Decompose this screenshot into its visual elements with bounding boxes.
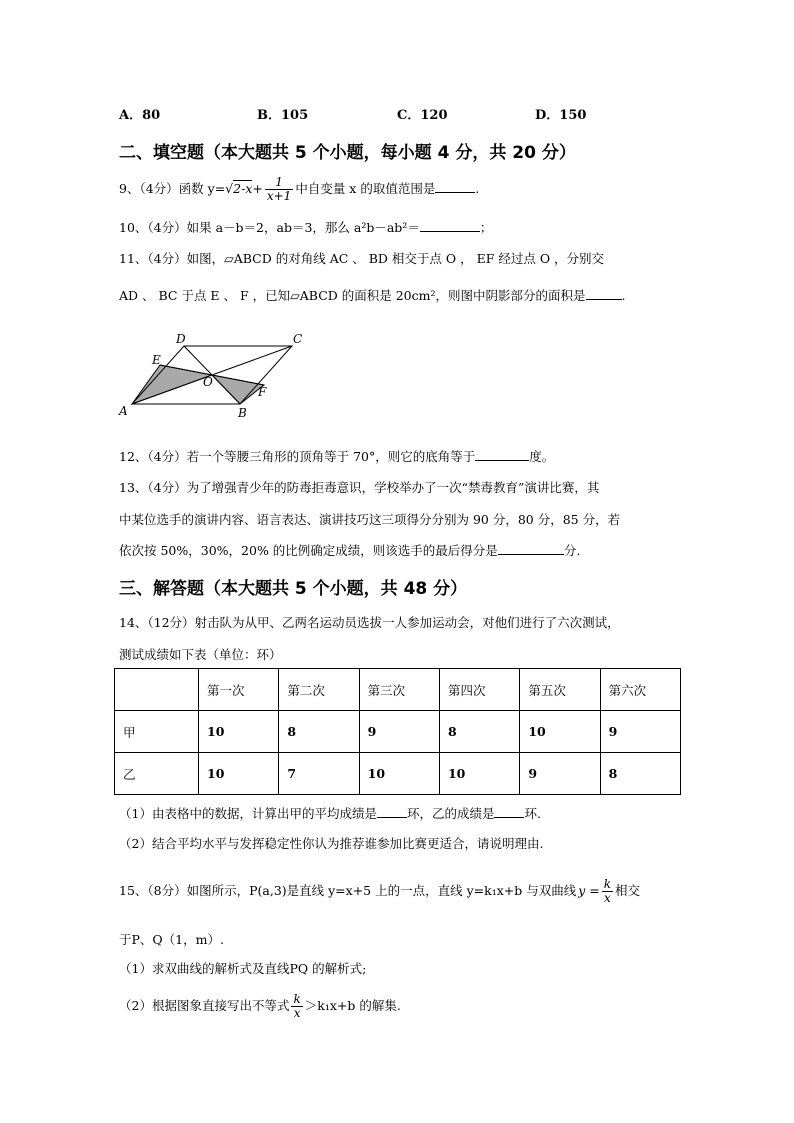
q15-line-1: 15、（8分）如图所示，P(a,3)是直线 y=x+5 上的一点，直线 y=k₁x+b 与双曲线 — [119, 883, 577, 898]
q15-fraction — [602, 878, 613, 905]
question-10 — [119, 218, 492, 236]
table-header-row — [115, 669, 681, 711]
choice-c: C．120 — [397, 108, 448, 123]
table-cell: 10 — [359, 753, 439, 795]
q15-frac-den: x — [603, 891, 611, 905]
section-heading-solutions: 三、解答题（本大题共 5 个小题，共 48 分） — [119, 579, 468, 599]
q15-line1-end: 相交 — [615, 883, 641, 898]
q13-answer-blank[interactable] — [498, 542, 564, 555]
q15-sub2-b: ＞k₁x+b 的解集. — [304, 998, 401, 1013]
table-cell: 10 — [199, 753, 279, 795]
table-cell: 10 — [520, 711, 600, 753]
q12-text: 12、（4分）若一个等腰三角形的顶角等于 70°，则它的底角等于 — [119, 449, 476, 464]
choice-a: A．80 — [119, 108, 161, 123]
label-f: F — [258, 385, 267, 399]
q11-end: . — [621, 288, 626, 303]
q13-line-2: 中某位选手的演讲内容、语言表达、演讲技巧这三项得分分别为 90 分，80 分，85 分，若 — [119, 512, 621, 527]
q15-sub2-frac-num: k — [293, 992, 301, 1006]
q15-sub2-a: （2）根据图象直接写出不等式 — [119, 998, 290, 1013]
q11-line-1: 11、（4分）如图，▱ABCD 的对角线 AC 、 BD 相交于点 O ， EF 经过点 O ，分别交 — [119, 251, 605, 266]
table-header-cell — [115, 669, 199, 711]
table-cell: 10 — [439, 753, 519, 795]
sqrt-sign: √ — [225, 181, 234, 196]
shaded-triangle-bof — [212, 375, 264, 404]
q14-avg-yi-blank[interactable] — [494, 805, 524, 818]
question-15-sub-2 — [119, 993, 401, 1020]
table-header-cell: 第四次 — [439, 669, 519, 711]
q10-answer-blank[interactable] — [420, 219, 480, 232]
q9-sqrt-inner: 2-x — [233, 181, 253, 196]
table-cell: 8 — [439, 711, 519, 753]
table-header-cell: 第一次 — [199, 669, 279, 711]
table-cell: 9 — [520, 753, 600, 795]
q13-line-1: 13、（4分）为了增强青少年的防毒拒毒意识，学校举办了一次“禁毒教育”演讲比赛，其 — [119, 480, 600, 495]
row-label-jia: 甲 — [115, 711, 199, 753]
question-13-line-3 — [119, 541, 580, 559]
shaded-triangle-aoe — [132, 365, 212, 404]
table-header-cell: 第六次 — [600, 669, 680, 711]
q14-sub-2: （2）结合平均水平与发挥稳定性你认为推荐谁参加比赛更适合，请说明理由. — [119, 836, 544, 851]
table-cell: 10 — [199, 711, 279, 753]
question-12 — [119, 447, 554, 465]
q9-frac-den: x+1 — [266, 189, 292, 203]
row-label-yi: 乙 — [115, 753, 199, 795]
label-b: B — [238, 406, 247, 420]
q11-line-2: AD 、 BC 于点 E 、 F ，已知▱ABCD 的面积是 20cm²，则图中阴影部分的面积是 — [119, 288, 586, 303]
section-heading-fill-in: 二、填空题（本大题共 5 个小题，每小题 4 分，共 20 分） — [119, 143, 576, 163]
q15-sub-1: （1）求双曲线的解析式及直线PQ 的解析式; — [119, 961, 367, 976]
q15-frac-num: k — [603, 877, 612, 891]
q9-prefix: 9、（4分）函数 y= — [119, 181, 226, 196]
question-15-line-1 — [119, 878, 640, 905]
table-header-cell: 第三次 — [359, 669, 439, 711]
q14-sub1-c: 环. — [524, 806, 541, 821]
question-11-line-2 — [119, 286, 626, 304]
label-d: D — [176, 332, 186, 346]
q14-avg-jia-blank[interactable] — [377, 805, 407, 818]
q12-answer-blank[interactable] — [475, 448, 529, 461]
q13-end: 分. — [563, 543, 581, 558]
table-cell: 9 — [359, 711, 439, 753]
q9-answer-blank[interactable] — [435, 180, 475, 193]
q9-frac-num: 1 — [265, 176, 293, 190]
table-row — [115, 711, 681, 753]
q15-y-eq: y = — [578, 883, 600, 898]
q13-line-3: 依次按 50%，30%，20% 的比例确定成绩，则该选手的最后得分是 — [119, 543, 498, 558]
q14-sub1-b: 环，乙的成绩是 — [406, 806, 495, 821]
q14-sub1-a: （1）由表格中的数据，计算出甲的平均成绩是 — [119, 806, 377, 821]
q15-line-2: 于P、Q（1，m）. — [119, 932, 224, 947]
q12-end: 度。 — [529, 449, 555, 464]
question-14-sub-1 — [119, 804, 541, 822]
table-cell: 8 — [600, 753, 680, 795]
q15-sub2-frac-den: x — [293, 1006, 301, 1020]
question-9 — [119, 176, 479, 203]
q14-line-2: 测试成绩如下表（单位：环） — [119, 647, 282, 662]
q15-sub2-fraction — [291, 993, 302, 1020]
choice-d: D．150 — [535, 108, 587, 123]
q10-text: 10、（4分）如果 a－b＝2，ab＝3，那么 a²b－ab²＝ — [119, 220, 420, 235]
label-o: O — [203, 375, 213, 389]
choice-b: B．105 — [257, 108, 309, 123]
table-header-cell: 第五次 — [520, 669, 600, 711]
label-c: C — [293, 332, 303, 346]
label-a: A — [119, 404, 128, 418]
scores-table — [114, 668, 681, 795]
q14-line-1: 14、（12分）射击队为从甲、乙两名运动员选拔一人参加运动会，对他们进行了六次测试， — [119, 615, 620, 630]
table-cell: 9 — [600, 711, 680, 753]
q9-plus: + — [252, 181, 263, 196]
q11-answer-blank[interactable] — [586, 287, 622, 300]
parallelogram-figure — [115, 328, 335, 428]
table-cell: 7 — [279, 753, 359, 795]
q10-end: ； — [479, 220, 493, 235]
label-e: E — [152, 353, 161, 367]
q9-suffix: 中自变量 x 的取值范围是 — [295, 181, 436, 196]
table-row — [115, 753, 681, 795]
table-header-cell: 第二次 — [279, 669, 359, 711]
q9-end: . — [475, 181, 480, 196]
q9-fraction — [265, 176, 293, 203]
table-cell: 8 — [279, 711, 359, 753]
